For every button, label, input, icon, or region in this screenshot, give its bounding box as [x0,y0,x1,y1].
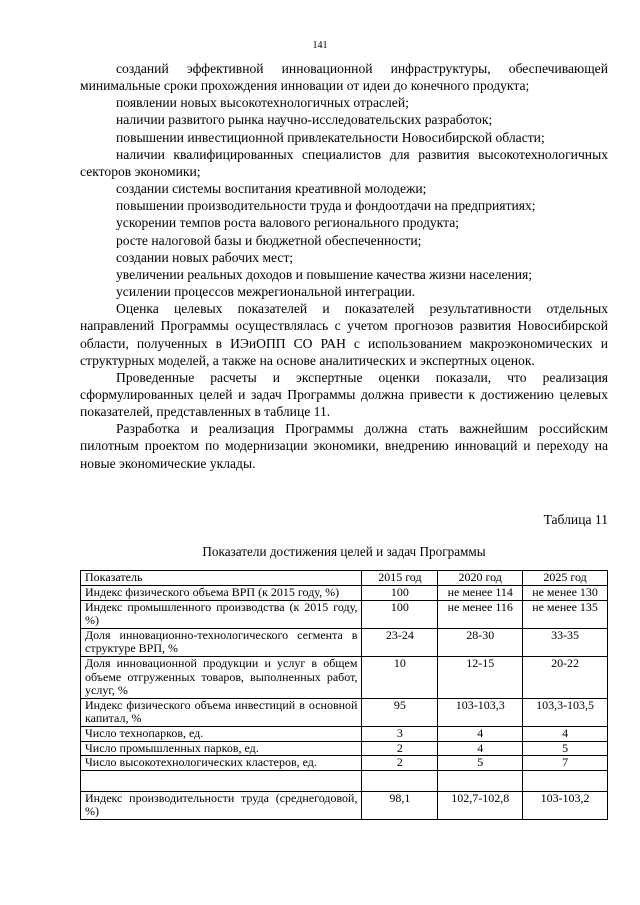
paragraph: созданий эффективной инновационной инфраструктуры, обеспечивающей минимальные сроки прохождения инновации от идеи до конечного продукта; [80,61,608,94]
value-2020: не менее 114 [438,586,523,601]
value-2015: 2 [362,741,438,756]
table-header-row [81,571,608,586]
value-2020: 28-30 [438,628,523,656]
table-row [81,586,608,601]
value-2025: 20-22 [523,656,608,698]
paragraph: создании новых рабочих мест; [116,249,294,265]
indicator-name: Число технопарков, ед. [81,726,362,741]
indicator-name: Индекс производительности труда (среднегодовой, %) [81,791,362,819]
indicator-name: Доля инновационно-технологического сегмента в структуре ВРП, % [81,628,362,656]
value-2015: 100 [362,586,438,601]
indicator-name: Число промышленных парков, ед. [81,741,362,756]
table-row [81,726,608,741]
value-2020: 12-15 [438,656,523,698]
paragraph: появлении новых высокотехнологичных отраслей; [116,95,409,111]
paragraph: создании системы воспитания креативной молодежи; [116,181,427,197]
table-row [81,600,608,628]
value-2020: 5 [438,756,523,771]
table-row [81,756,608,771]
paragraph: Оценка целевых показателей и показателей результативности отдельных направлений Программы осуществлялась с учетом прогнозов развития Новосибирской области, полученных в ИЭиОПП СО РАН с использованием макроэкономических и структурных моделей, а также на основе аналитических и экспертных оценок. [80,301,608,368]
value-2025: 33-35 [523,628,608,656]
empty-cell [362,770,438,791]
value-2025: 7 [523,756,608,771]
table-title: Показатели достижения целей и задач Программы [202,544,486,559]
paragraph: ускорении темпов роста валового регионального продукта; [116,215,460,231]
value-2020: 103-103,3 [438,698,523,726]
value-2025: не менее 135 [523,600,608,628]
empty-cell [81,770,362,791]
value-2025: не менее 130 [523,586,608,601]
table-row [81,741,608,756]
indicator-name: Число высокотехнологических кластеров, ед. [81,756,362,771]
table-row [81,791,608,819]
paragraph: наличии квалифицированных специалистов для развития высокотехнологичных секторов экономики; [80,146,608,179]
header-2025: 2025 год [523,571,608,586]
page-number: 141 [312,40,328,51]
value-2015: 10 [362,656,438,698]
paragraph: повышении инвестиционной привлекательности Новосибирской области; [116,129,545,145]
value-2025: 5 [523,741,608,756]
indicator-name: Индекс физического объема ВРП (к 2015 году, %) [81,586,362,601]
header-2020: 2020 год [438,571,523,586]
table-row-empty [81,770,608,791]
value-2015: 98,1 [362,791,438,819]
paragraph: усилении процессов межрегиональной интеграции. [116,284,416,300]
paragraph: Разработка и реализация Программы должна стать важнейшим российским пилотным проектом по модернизации экономики, внедрению инноваций и переходу на новые экономические уклады. [80,421,608,471]
value-2020: 4 [438,741,523,756]
paragraph: наличии развитого рынка научно-исследовательских разработок; [116,112,493,128]
value-2020: 4 [438,726,523,741]
indicator-name: Доля инновационной продукции и услуг в общем объеме отгруженных товаров, выполненных работ, услуг, % [81,656,362,698]
paragraph: росте налоговой базы и бюджетной обеспеченности; [116,232,422,248]
value-2020: 102,7-102,8 [438,791,523,819]
table-row [81,628,608,656]
value-2020: не менее 116 [438,600,523,628]
value-2025: 103,3-103,5 [523,698,608,726]
table-row [81,656,608,698]
paragraph: повышении производительности труда и фондоотдачи на предприятиях; [116,198,536,214]
paragraph: Проведенные расчеты и экспертные оценки показали, что реализация сформулированных целей и задач Программы должна привести к достижению целевых показателей, представленных в таблице 11. [80,369,608,420]
value-2015: 23-24 [362,628,438,656]
value-2015: 100 [362,600,438,628]
table-label: Таблица 11 [543,512,608,527]
paragraph: увеличении реальных доходов и повышение качества жизни населения; [116,266,533,282]
table-row [81,698,608,726]
empty-cell [523,770,608,791]
header-indicator: Показатель [81,571,362,586]
header-2015: 2015 год [362,571,438,586]
value-2015: 3 [362,726,438,741]
indicators-table [80,570,608,820]
empty-cell [438,770,523,791]
value-2015: 2 [362,756,438,771]
indicator-name: Индекс физического объема инвестиций в основной капитал, % [81,698,362,726]
value-2025: 4 [523,726,608,741]
value-2015: 95 [362,698,438,726]
indicator-name: Индекс промышленного производства (к 2015 году, %) [81,600,362,628]
value-2025: 103-103,2 [523,791,608,819]
body-text [80,60,608,472]
